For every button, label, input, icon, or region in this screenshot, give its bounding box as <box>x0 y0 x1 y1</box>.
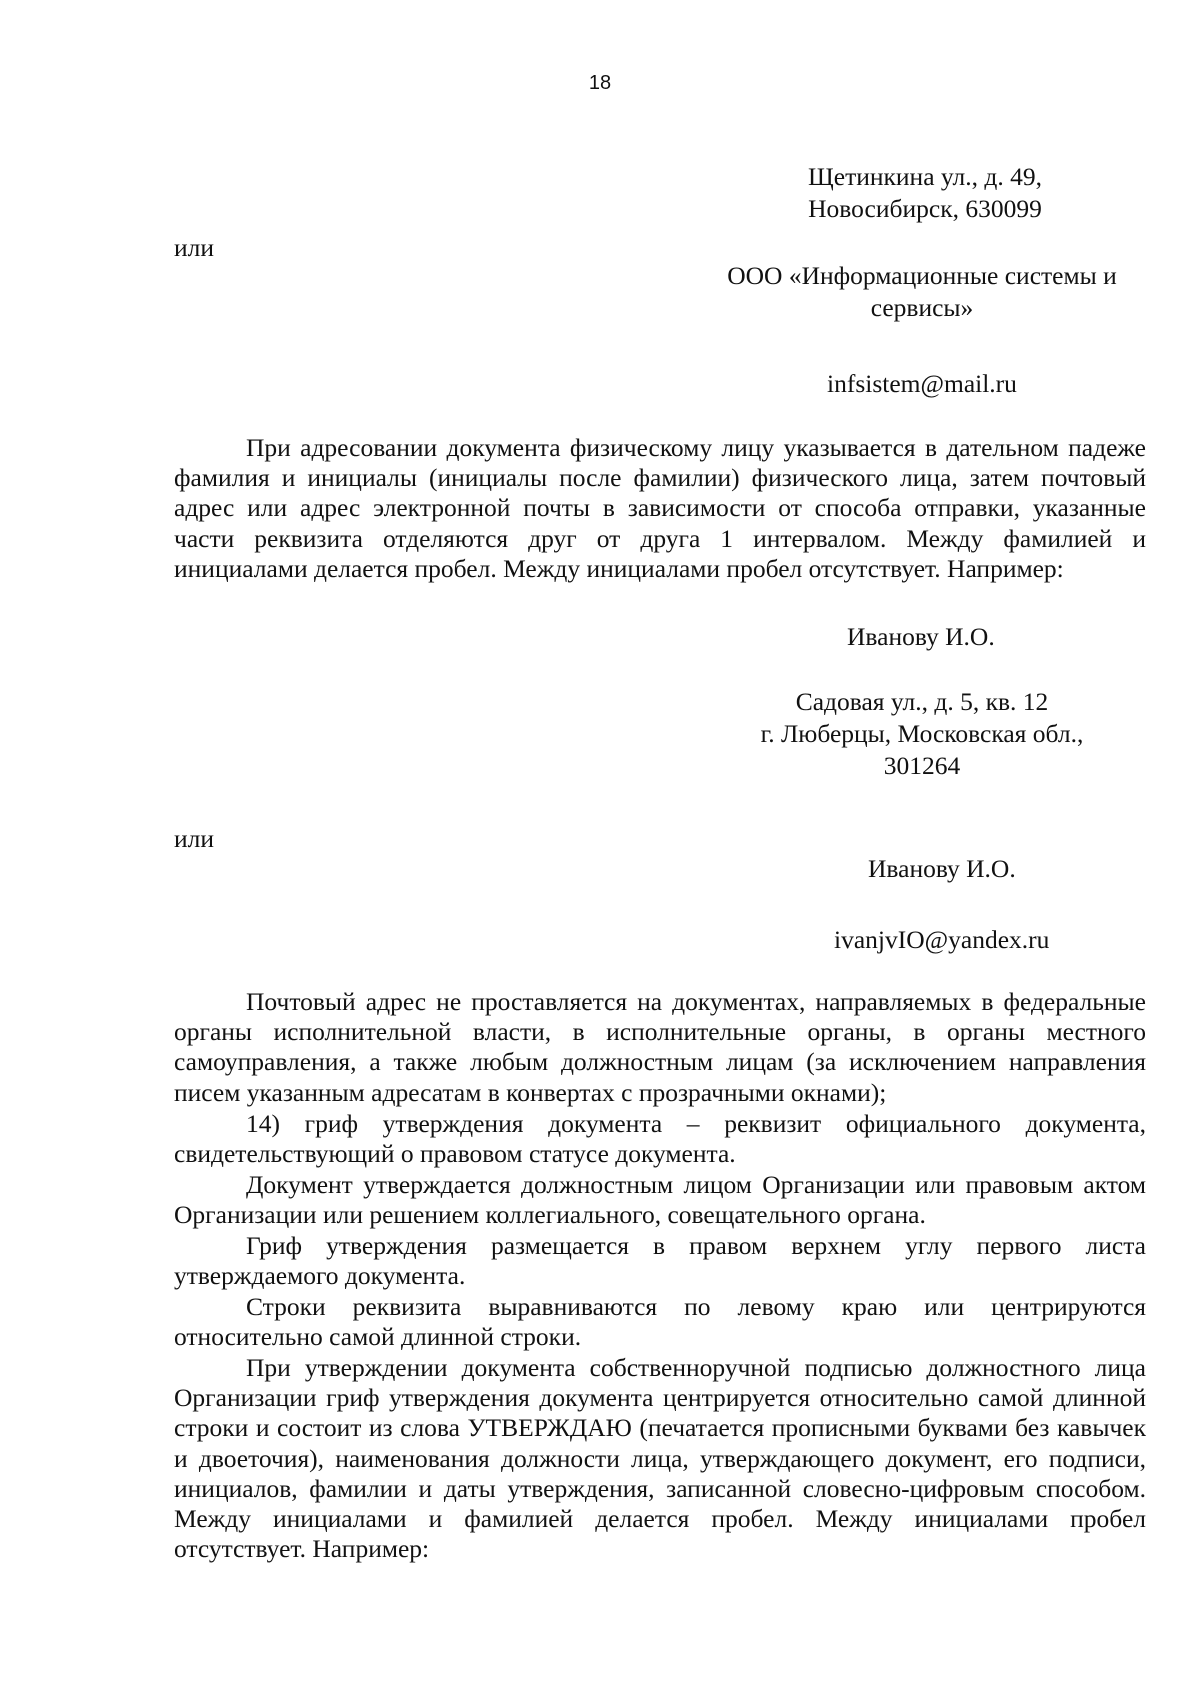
organization-block <box>702 260 1142 324</box>
paragraph-approval-official: Документ утверждается должностным лицом Организации или правовым актом Организации или решением коллегиального, совещательного органа. <box>174 1170 1146 1230</box>
recipient-name: Иванову И.О. <box>868 854 1016 883</box>
or-separator: или <box>174 233 215 262</box>
address-block-2 <box>742 686 1102 782</box>
paragraph-approval-stamp: 14) гриф утверждения документа – реквизит официального документа, свидетельствующий о правовом статусе документа. <box>174 1109 1146 1169</box>
organization-line: ООО «Информационные системы и <box>727 261 1117 290</box>
address-line: Садовая ул., д. 5, кв. 12 <box>795 687 1049 716</box>
email-address: infsistem@mail.ru <box>827 369 1017 398</box>
paragraph-addressing-individual: При адресовании документа физическому лицу указывается в дательном падеже фамилия и инициалы (инициалы после фамилии) физического лица, затем почтовый адрес или адрес электронной почты в зависимости от способа отправки, указанные части реквизита отделяются друг от друга 1 интервалом. Между фамилией и инициалами делается пробел. Между инициалами пробел отсутствует. Например: <box>174 433 1146 583</box>
paragraph-postal-address: Почтовый адрес не проставляется на документах, направляемых в федеральные органы исполнительной власти, в исполнительные органы, в органы местного самоуправления, а также любым должностным лицам (за исключением направления писем указанным адресатам в конвертах с прозрачными окнами); <box>174 987 1146 1107</box>
organization-line: сервисы» <box>870 293 974 322</box>
paragraph-signature-approval: При утверждении документа собственноручной подписью должностного лица Организации гриф утверждения документа центрируется относительно самой длинной строки и состоит из слова УТВЕРЖДАЮ (печатается прописными буквами без кавычек и двоеточия), наименования должности лица, утверждающего документ, его подписи, инициалов, фамилии и даты утверждения, записанной словесно-цифровым способом. Между инициалами и фамилией делается пробел. Между инициалами пробел отсутствует. Например: <box>174 1353 1146 1564</box>
address-line: Щетинкина ул., д. 49, <box>808 162 1042 191</box>
address-line: Новосибирск, 630099 <box>808 194 1042 223</box>
page-number: 18 <box>588 72 612 94</box>
email-address: ivanjvIO@yandex.ru <box>834 925 1050 954</box>
paragraph-stamp-placement: Гриф утверждения размещается в правом верхнем углу первого листа утверждаемого документа. <box>174 1231 1146 1291</box>
address-line: г. Люберцы, Московская обл., <box>760 719 1084 748</box>
recipient-name: Иванову И.О. <box>847 622 995 651</box>
paragraph-line-alignment: Строки реквизита выравниваются по левому краю или центрируются относительно самой длинной строки. <box>174 1292 1146 1352</box>
address-block-1 <box>770 161 1080 225</box>
address-line: 301264 <box>883 751 961 780</box>
or-separator: или <box>174 824 215 853</box>
